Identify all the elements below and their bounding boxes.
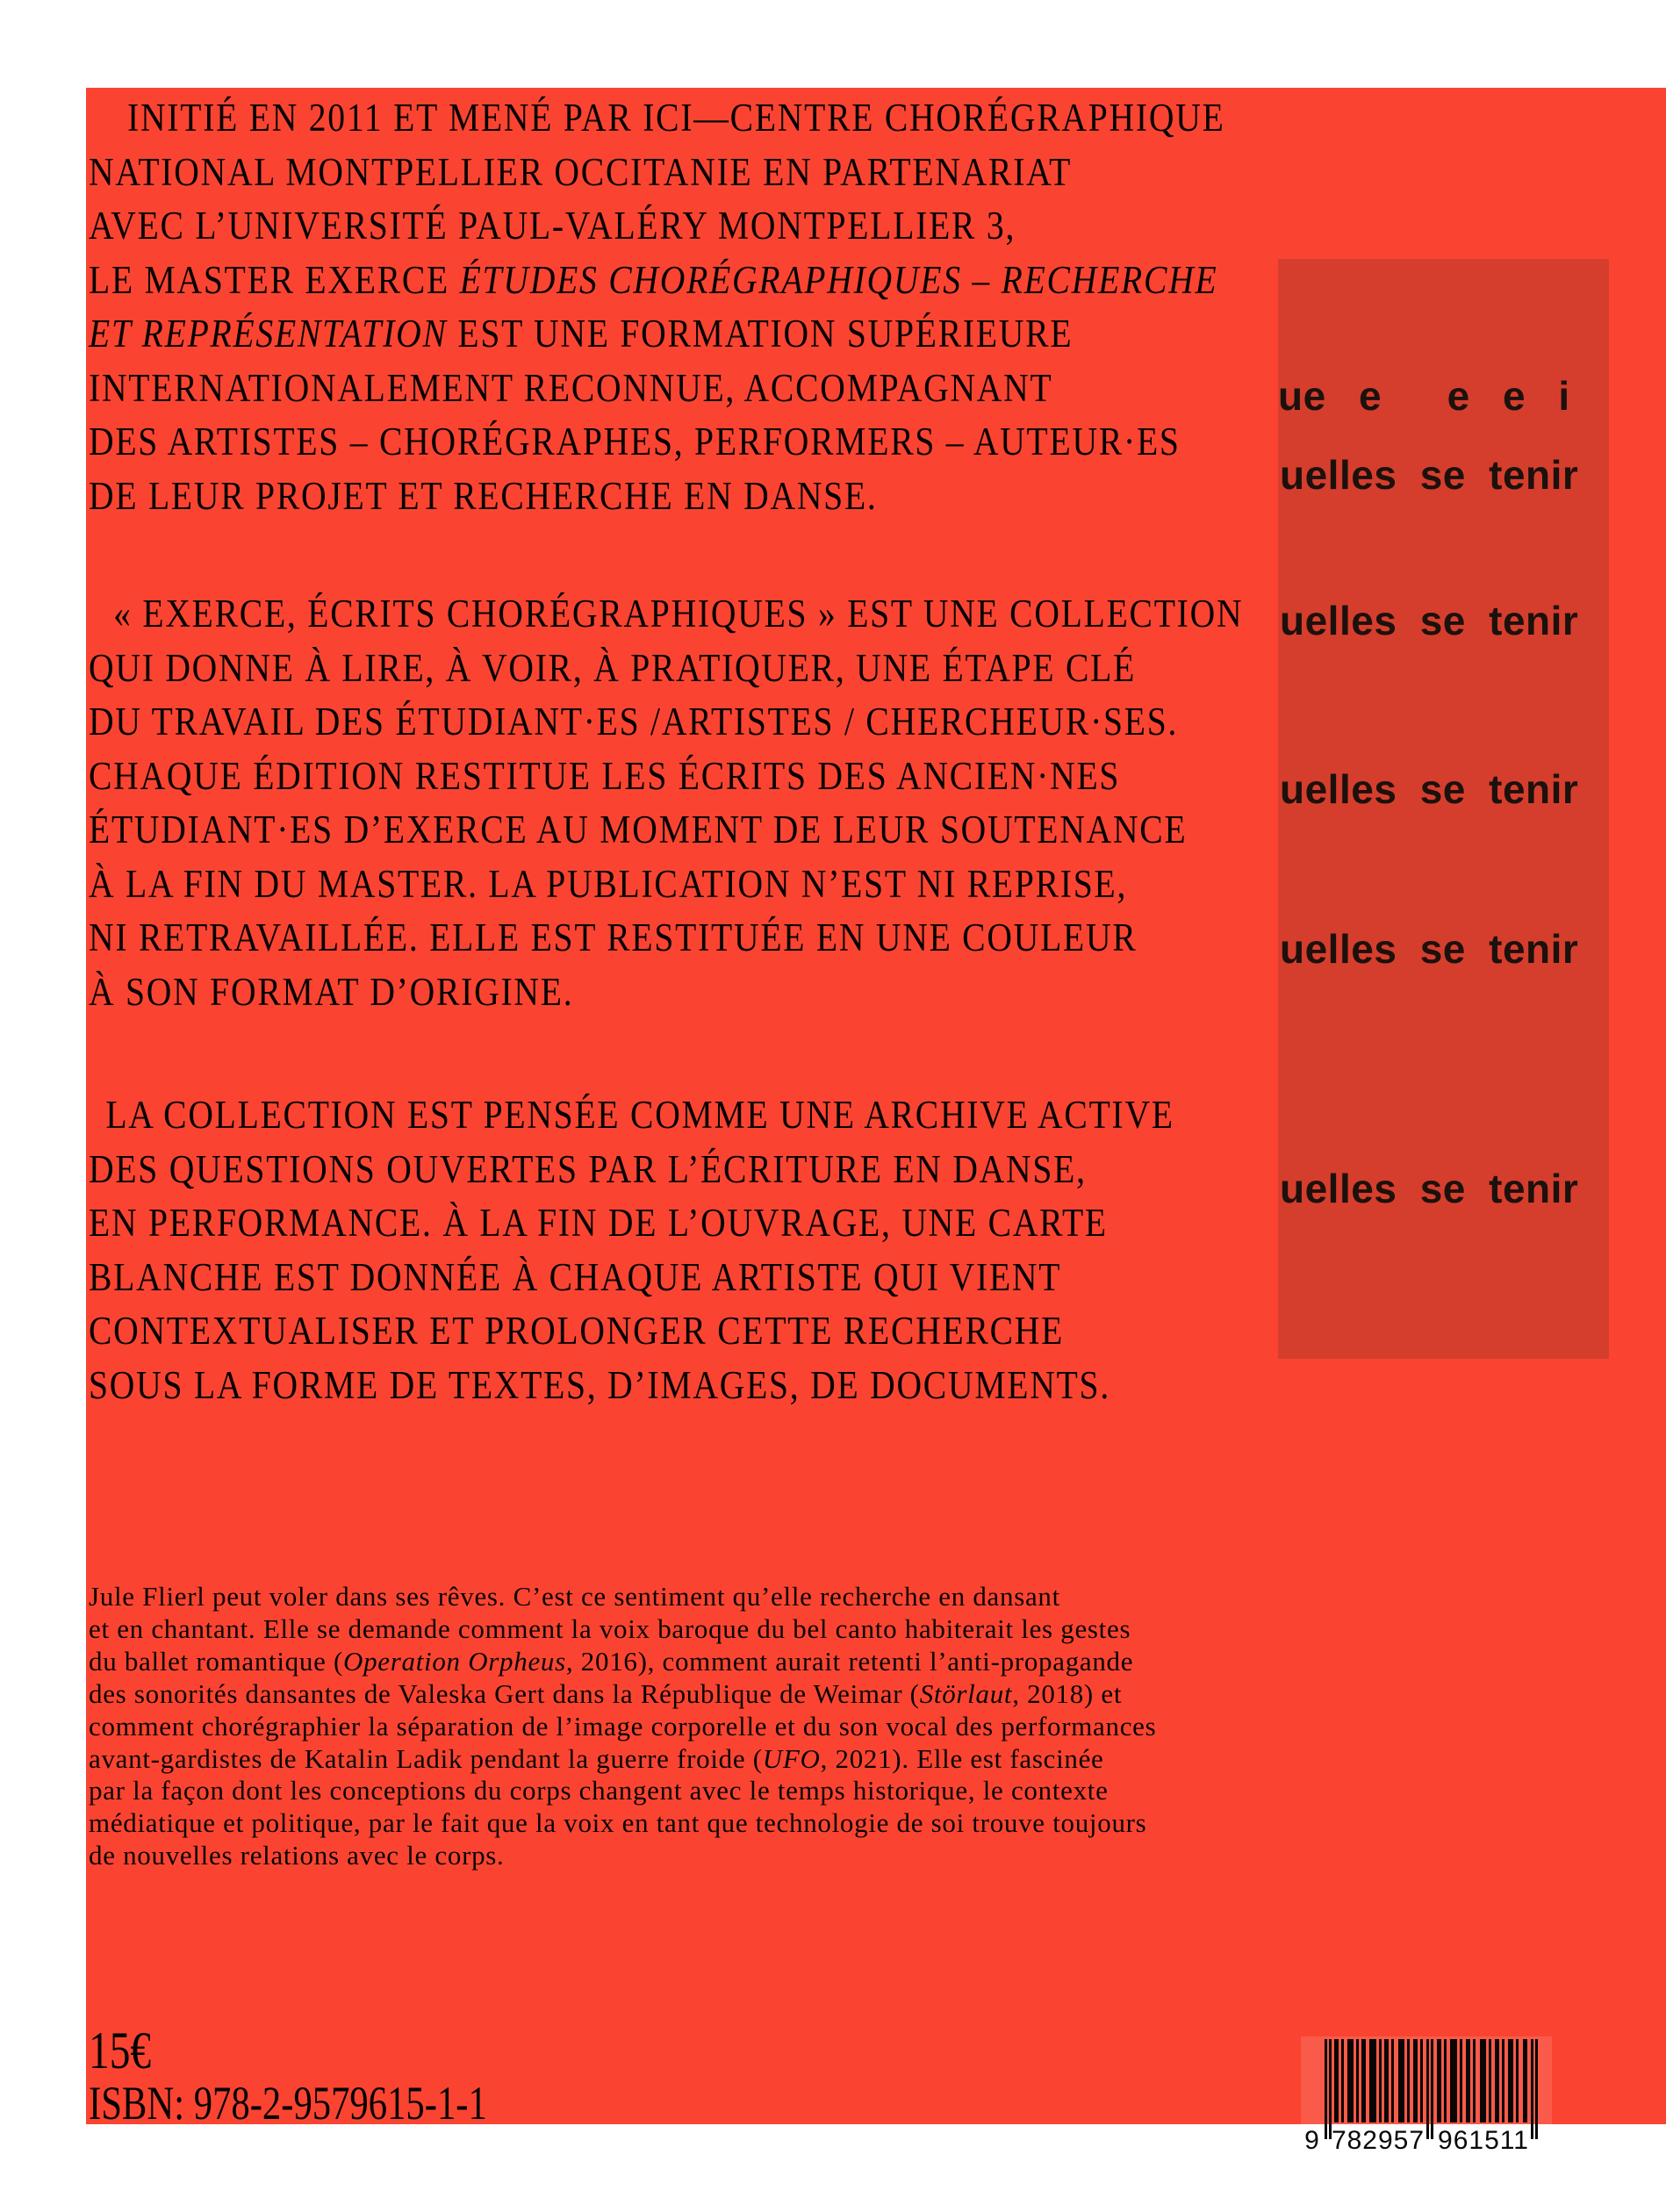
collection-paragraph [86,587,1423,1019]
clipped-title-line: uelles se tenir [1280,598,1579,643]
text-line: par la façon dont les conceptions du corps changent avec le temps historique, le contexte [89,1775,1109,1806]
text-line: LE MASTER EXERCE ÉTUDES CHORÉGRAPHIQUES – RECHERCHE [89,257,1218,302]
clipped-title-line: uelles se tenir [1280,452,1579,498]
text-line: LA COLLECTION EST PENSÉE COMME UNE ARCHIVE ACTIVE [105,1093,1174,1137]
text-line: INTERNATIONALEMENT RECONNUE, ACCOMPAGNANT [89,365,1053,410]
text-line: AVEC L’UNIVERSITÉ PAUL-VALÉRY MONTPELLIER 3, [89,204,1016,248]
text-line: BLANCHE EST DONNÉE À CHAQUE ARTISTE QUI VIENT [89,1254,1062,1299]
barcode [1301,2036,1552,2152]
barcode-digit-lead: 9 [1304,2126,1320,2152]
text-line: DE LEUR PROJET ET RECHERCHE EN DANSE. [89,473,878,518]
text-line: NATIONAL MONTPELLIER OCCITANIE EN PARTENARIAT [89,149,1073,194]
text-line: CONTEXTUALISER ET PROLONGER CETTE RECHERCHE [89,1309,1065,1353]
barcode-digit-group1: 782957 [1331,2126,1425,2152]
text-line: des sonorités dansantes de Valeska Gert dans la République de Weimar (Störlaut, 2018) et [89,1677,1123,1709]
text-line: de nouvelles relations avec le corps. [89,1840,505,1871]
isbn-text: ISBN: 978-2-9579615-1-1 [89,2077,487,2129]
text-line: DU TRAVAIL DES ÉTUDIANT·ES /ARTISTES / CHERCHEUR·SES. [89,700,1179,743]
text-line: SOUS LA FORME DE TEXTES, D’IMAGES, DE DOCUMENTS. [89,1362,1111,1407]
text-line: du ballet romantique (Operation Orpheus, 2016), comment aurait retenti l’anti-propagande [89,1645,1134,1677]
collection-paragraph-text [89,587,1263,1019]
text-line: ET REPRÉSENTATION EST UNE FORMATION SUPÉRIEURE [89,312,1074,356]
clipped-title-line: uelles se tenir [1280,1166,1579,1211]
archive-paragraph-text [89,1088,1263,1412]
text-line: DES ARTISTES – CHORÉGRAPHES, PERFORMERS – AUTEUR·ES [89,420,1181,463]
artist-bio-paragraph [86,1581,1156,1872]
barcode-digit-group2: 961511 [1438,2126,1529,2152]
isbn-label [86,2078,966,2129]
price-text: 15€ [89,2022,152,2079]
text-line: EN PERFORMANCE. À LA FIN DE L’OUVRAGE, UNE CARTE [89,1201,1108,1245]
archive-paragraph [86,1088,1423,1412]
text-line: NI RETRAVAILLÉE. ELLE EST RESTITUÉE EN UNE COULEUR [89,916,1138,959]
clipped-title-fragment: ue e e e i [1278,373,1570,419]
text-line: À LA FIN DU MASTER. LA PUBLICATION N’EST NI REPRISE, [89,861,1128,906]
clipped-title-line: uelles se tenir [1280,926,1579,972]
text-line: QUI DONNE À LIRE, À VOIR, À PRATIQUER, UNE ÉTAPE CLÉ [89,645,1137,690]
intro-paragraph [86,91,1423,523]
text-line: avant-gardistes de Katalin Ladik pendant la guerre froide (UFO, 2021). Elle est fascinée [89,1742,1104,1774]
text-line: médiatique et politique, par le fait que la voix en tant que technologie de soi trouve toujours [89,1807,1147,1839]
text-line: CHAQUE ÉDITION RESTITUE LES ÉCRITS DES ANCIEN·NES [89,753,1121,798]
text-line: Jule Flierl peut voler dans ses rêves. C’est ce sentiment qu’elle recherche en dansant [89,1581,1060,1612]
text-line: À SON FORMAT D’ORIGINE. [89,969,574,1014]
text-line: ÉTUDIANT·ES D’EXERCE AU MOMENT DE LEUR SOUTENANCE [89,808,1188,851]
text-line: INITIÉ EN 2011 ET MENÉ PAR ICI—CENTRE CHORÉGRAPHIQUE [127,96,1225,140]
price-label [86,2024,966,2077]
clipped-title-line: uelles se tenir [1280,766,1579,812]
text-line: comment chorégraphier la séparation de l’image corporelle et du son vocal des performances [89,1710,1157,1742]
text-line: et en chantant. Elle se demande comment la voix baroque du bel canto habiterait les gestes [89,1612,1131,1644]
text-line: DES QUESTIONS OUVERTES PAR L’ÉCRITURE EN DANSE, [89,1146,1087,1191]
text-line: « EXERCE, ÉCRITS CHORÉGRAPHIQUES » EST UNE COLLECTION [113,592,1244,636]
intro-paragraph-text [89,91,1263,523]
